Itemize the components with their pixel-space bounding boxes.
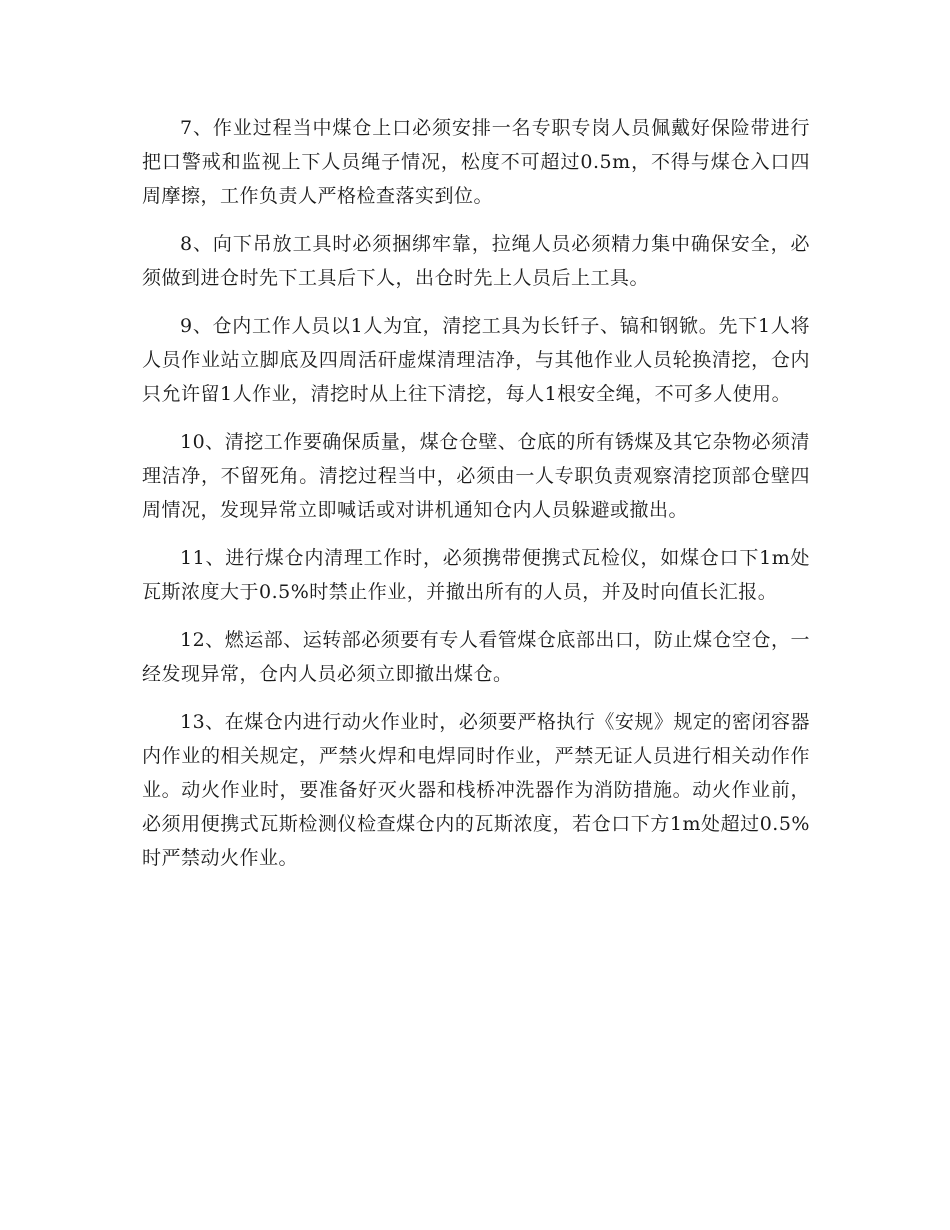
paragraph-item-11: 11、进行煤仓内清理工作时，必须携带便携式瓦检仪，如煤仓口下1m处瓦斯浓度大于0.5%时禁止作业，并撤出所有的人员，并及时向值长汇报。 xyxy=(142,547,810,603)
paragraph-item-7: 7、作业过程当中煤仓上口必须安排一名专职专岗人员佩戴好保险带进行把口警戒和监视上下人员绳子情况，松度不可超过0.5m，不得与煤仓入口四周摩擦，工作负责人严格检查落实到位。 xyxy=(142,117,810,207)
paragraph-item-8: 8、向下吊放工具时必须捆绑牢靠，拉绳人员必须精力集中确保安全，必须做到进仓时先下工具后下人，出仓时先上人员后上工具。 xyxy=(142,233,810,289)
document-body xyxy=(142,111,810,889)
paragraph-item-12: 12、燃运部、运转部必须要有专人看管煤仓底部出口，防止煤仓空仓，一经发现异常，仓内人员必须立即撤出煤仓。 xyxy=(142,629,810,685)
paragraph-item-13: 13、在煤仓内进行动火作业时，必须要严格执行《安规》规定的密闭容器内作业的相关规定，严禁火焊和电焊同时作业，严禁无证人员进行相关动作作业。动火作业时，要准备好灭火器和栈桥冲洗器作为消防措施。动火作业前，必须用便携式瓦斯检测仪检查煤仓内的瓦斯浓度，若仓口下方1m处超过0.5%时严禁动火作业。 xyxy=(142,711,810,869)
paragraph-item-10: 10、清挖工作要确保质量，煤仓仓壁、仓底的所有锈煤及其它杂物必须清理洁净，不留死角。清挖过程当中，必须由一人专职负责观察清挖顶部仓壁四周情况，发现异常立即喊话或对讲机通知仓内人员躲避或撤出。 xyxy=(142,431,810,521)
paragraph-item-9: 9、仓内工作人员以1人为宜，清挖工具为长钎子、镐和钢锨。先下1人将人员作业站立脚底及四周活矸虚煤清理洁净，与其他作业人员轮换清挖，仓内只允许留1人作业，清挖时从上往下清挖，每人1根安全绳，不可多人使用。 xyxy=(142,315,810,405)
